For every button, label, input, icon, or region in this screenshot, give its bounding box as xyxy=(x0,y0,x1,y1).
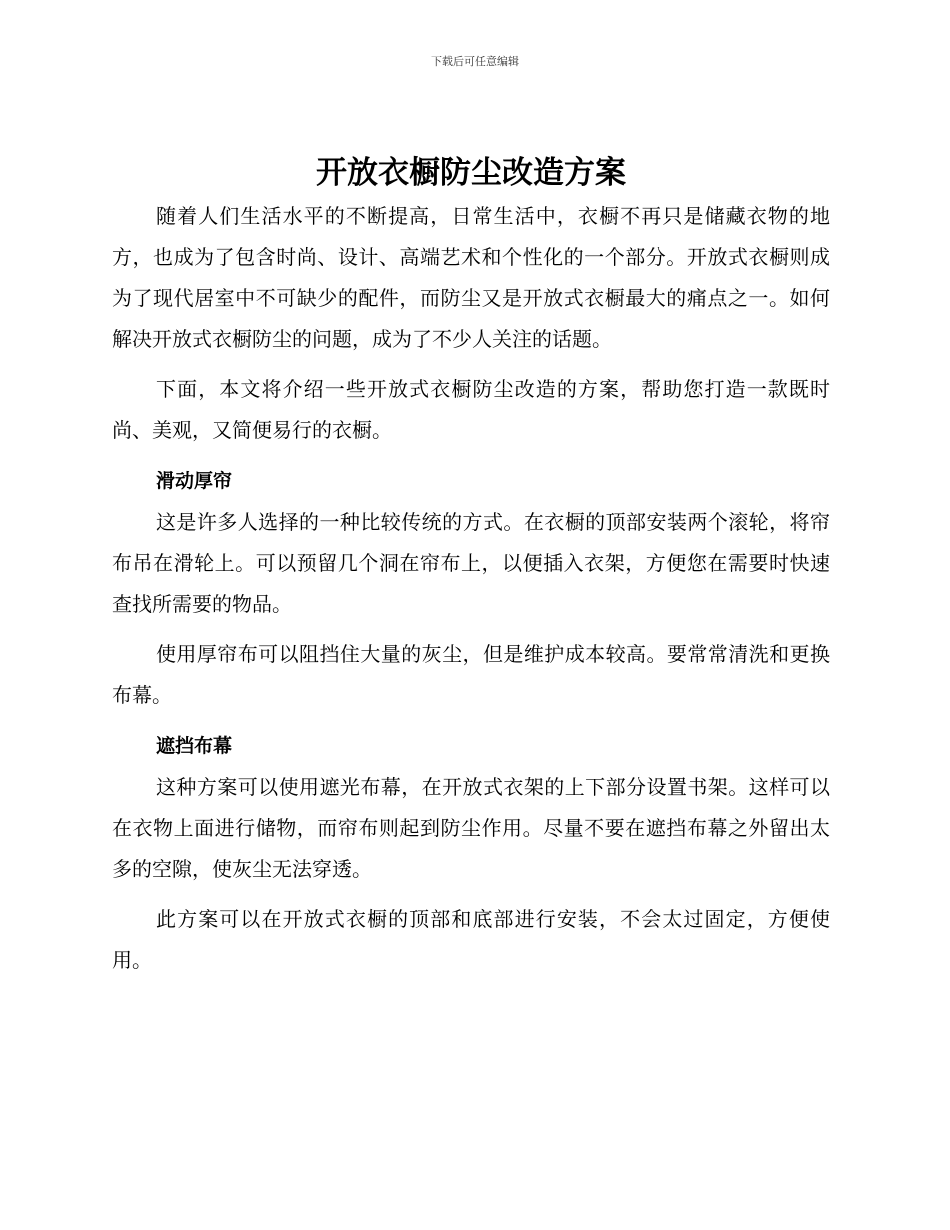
section-1-paragraph-1: 这是许多人选择的一种比较传统的方式。在衣橱的顶部安装两个滚轮，将帘布吊在滑轮上。可以预留几个洞在帘布上，以便插入衣架，方便您在需要时快速查找所需要的物品。 xyxy=(112,510,830,616)
section-heading-cover-curtain: 遮挡布幕 xyxy=(156,735,233,757)
intro-paragraph-1: 随着人们生活水平的不断提高，日常生活中，衣橱不再只是储藏衣物的地方，也成为了包含时尚、设计、高端艺术和个性化的一个部分。开放式衣橱则成为了现代居室中不可缺少的配件，而防尘又是开放式衣橱最大的痛点之一。如何解决开放式衣橱防尘的问题，成为了不少人关注的话题。 xyxy=(112,204,830,351)
document-body xyxy=(112,150,830,981)
intro-paragraph-2: 下面，本文将介绍一些开放式衣橱防尘改造的方案，帮助您打造一款既时尚、美观，又简便易行的衣橱。 xyxy=(112,377,830,442)
section-2-paragraph-2: 此方案可以在开放式衣橱的顶部和底部进行安装，不会太过固定，方便使用。 xyxy=(112,907,830,972)
section-2-paragraph-1: 这种方案可以使用遮光布幕，在开放式衣架的上下部分设置书架。这样可以在衣物上面进行储物，而帘布则起到防尘作用。尽量不要在遮挡布幕之外留出太多的空隙，使灰尘无法穿透。 xyxy=(112,775,830,881)
document-title: 开放衣橱防尘改造方案 xyxy=(316,155,626,191)
page-header-note: 下载后可任意编辑 xyxy=(431,55,519,68)
section-1-paragraph-2: 使用厚帘布可以阻挡住大量的灰尘，但是维护成本较高。要常常清洗和更换布幕。 xyxy=(112,642,830,707)
section-heading-sliding-curtain: 滑动厚帘 xyxy=(156,470,233,492)
